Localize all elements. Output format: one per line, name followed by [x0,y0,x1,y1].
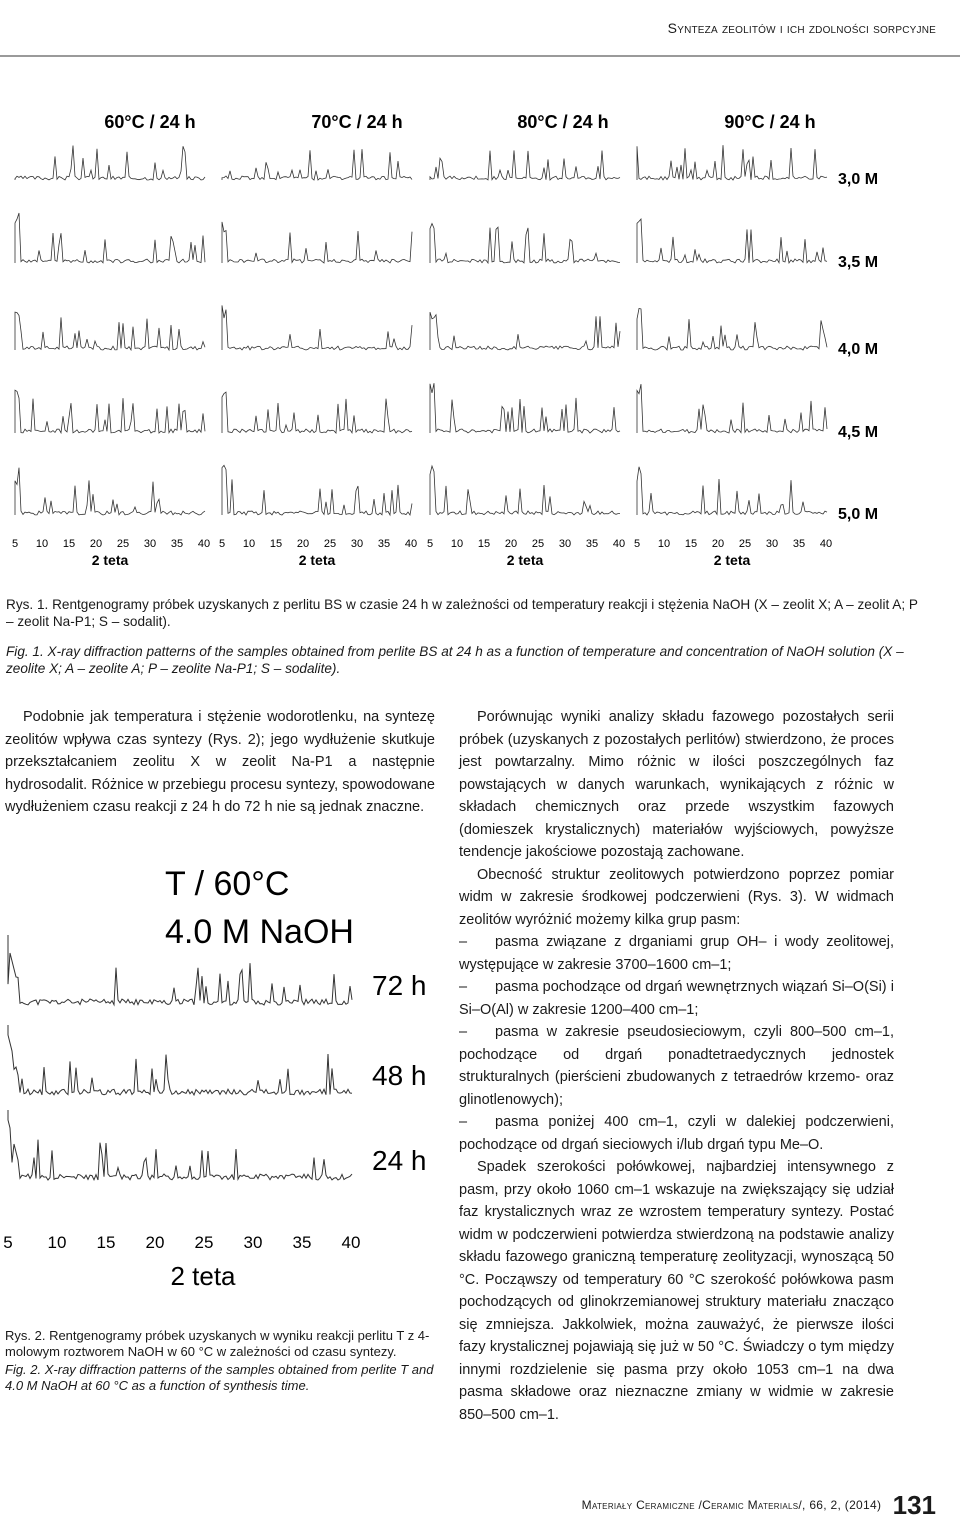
x-tick-label: 5 [218,538,226,550]
x-tick-label: 30 [243,1233,263,1252]
concentration-label: 5,0 M [838,506,879,523]
xrd-trace [430,383,620,433]
x-axis-label: 2 teta [298,552,336,568]
paragraph-time-of-synthesis: Podobnie jak temperatura i stężenie wodorotlenku, na syntezę zeolitów wpływa czas syntezy (Rys. 2); jego wydłużenie skutkuje przekształcaniem zeolitu X w zeolit Na-P1 a następnie hydrosodalit. Różnice w przebiegu procesu syntezy, spowodowane wydłużeniem czasu reakcji z 24 h do 72 h nie są jednak znaczne. [5,709,435,815]
figure-1 [0,100,960,570]
page-number: 131 [892,1490,936,1520]
x-tick-label: 40 [197,538,211,550]
xrd-trace [222,305,412,350]
x-tick-label: 30 [350,538,364,550]
bullet-oh-bands: – pasma związane z drganiami grup OH– i wody zeolitowej, występujące w zakresie 3700–1600 cm–1; [459,934,894,973]
caption-2-polish: Rys. 2. Rentgenogramy próbek uzyskanych w wyniku reakcji perlitu T z 4-molowym roztworem NaOH w 60 °C w zależności od czasu syntezy. [5,1328,430,1359]
x-tick-label: 10 [35,538,49,550]
x-axis-label: 2 teta [91,552,129,568]
x-tick-label: 15 [96,1233,116,1252]
x-tick-label: 10 [242,538,256,550]
x-tick-label: 20 [711,538,725,550]
xrd-trace [637,219,827,263]
caption-1-polish: Rys. 1. Rentgenogramy próbek uzyskanych z perlitu BS w czasie 24 h w zależności od temperatury reakcji i stężenia NaOH (X – zeolit X; A – zeolit A; P – zeolit Na-P1; S – sodalit). [6,597,918,629]
panel-title-80: 80°C / 24 h [517,112,609,132]
left-column-text [5,706,435,819]
x-tick-label: 20 [504,538,518,550]
panel-title-90: 90°C / 24 h [724,112,816,132]
xrd-trace [430,224,620,263]
journal-name: Materiały Ceramiczne /Ceramic Materials/, 66, 2, (2014) [581,1498,882,1512]
xrd-trace [222,465,412,515]
x-tick-label: 25 [531,538,545,550]
xrd-trace [15,390,205,433]
x-tick-label: 35 [292,1233,312,1252]
x-tick-label: 5 [3,1233,13,1252]
page-footer [582,1490,936,1521]
figure-1-xrd-plot [0,100,960,570]
x-tick-label: 35 [792,538,806,550]
x-tick-label: 5 [11,538,19,550]
figure-1-caption [6,596,926,677]
x-tick-label: 10 [47,1233,67,1252]
xrd-trace [15,468,205,515]
xrd-trace [222,392,412,433]
x-tick-label: 40 [612,538,626,550]
xrd-trace [222,222,412,263]
bullet-internal-bands: – pasma pochodzące od drgań wewnętrznych wiązań Si–O(Si) i Si–O(Al) w zakresie 1200–400 cm–1; [459,979,894,1018]
xrd-trace [222,149,412,180]
bullet-far-ir-bands: – pasma poniżej 400 cm–1, czyli w dalekiej podczerwieni, pochodzące od drgań sieciowych i/lub drgań typu Me–O. [459,1114,894,1153]
running-title: Synteza zeolitów i ich zdolności sorpcyjne [667,20,936,36]
x-axis-label: 2 teta [713,552,751,568]
figure-2-title-concentration: 4.0 M NaOH [165,913,354,951]
right-column-text [459,706,894,1426]
xrd-trace [637,384,827,433]
xrd-trace [430,466,620,515]
x-tick-label: 30 [558,538,572,550]
x-axis-label: 2 teta [170,1261,236,1291]
x-tick-label: 20 [145,1233,165,1252]
paragraph-comparison: Porównując wyniki analizy składu fazowego pozostałych serii próbek (uzyskanych z pozostałych perlitów) stwierdzono, że proces jest powtarzalny. Mimo różnic w ilości poszczególnych faz powstających w danych warunkach, wynikających z różnic w składach chemicznych oraz przede wszystkim fazowych (domieszek krystalicznych) materiałów wyjściowych, powyższe tendencje jakościowe pozostają zachowane. [459,709,894,860]
x-tick-label: 20 [296,538,310,550]
x-tick-label: 5 [633,538,641,550]
concentration-label: 4,0 M [838,341,879,358]
x-tick-label: 35 [170,538,184,550]
xrd-trace [15,312,205,350]
x-tick-label: 15 [62,538,76,550]
x-tick-label: 40 [341,1233,361,1252]
concentration-label: 3,0 M [838,171,879,188]
x-tick-label: 25 [116,538,130,550]
x-tick-label: 40 [819,538,833,550]
x-tick-label: 25 [194,1233,214,1252]
xrd-trace [637,145,827,180]
x-tick-label: 35 [585,538,599,550]
x-tick-label: 30 [765,538,779,550]
x-axis-label: 2 teta [506,552,544,568]
figure-1-labels [12,171,878,568]
x-tick-label: 5 [426,538,434,550]
x-tick-label: 40 [404,538,418,550]
synthesis-time-label: 24 h [372,1145,427,1176]
panel-title-60: 60°C / 24 h [104,112,196,132]
figure-2-title-temperature: T / 60°C [165,865,290,903]
x-tick-label: 25 [738,538,752,550]
synthesis-time-label: 48 h [372,1060,427,1091]
paragraph-halfwidth: Spadek szerokości połówkowej, najbardziej intensywnego z pasm, przy około 1060 cm–1 wskazuje na zwiększający się udział faz krystalicznych wraz ze wzrostem temperatury syntezy. Postać widm w podczerwieni potwierdza stwierdzoną na podstawie analizy składu fazowego graniczną temperaturę zeolityzacji, wynoszącą 50 °C. Począwszy od temperatury 60 °C szerokość połówkowa pasm pochodzących od glinokrzemianowej struktury materiału znacząco się zmniejsza. Jakkolwiek, można zauważyć, że pierwsze ilości fazy krystalicznej pojawiają się już w 50 °C. Świadczy o tym między innymi rozdzielenie się pasma przy około 1053 cm–1 na dwa pasma składowe oraz nieznaczne zmiany w widmie w zakresie 850–500 cm–1. [459,1159,894,1423]
concentration-label: 3,5 M [838,254,879,271]
header-rule [0,55,960,57]
x-tick-label: 15 [477,538,491,550]
xrd-trace [430,150,620,180]
figure-2-traces [8,935,352,1180]
x-tick-label: 10 [657,538,671,550]
figure-1-traces [15,145,827,515]
caption-1-english: Fig. 1. X-ray diffraction patterns of the samples obtained from perlite BS at 24 h as a function of temperature and concentration of NaOH solution (X – zeolite X; A – zeolite A; P – zeolite Na-P1; S – sodalite). [6,644,904,676]
synthesis-time-label: 72 h [372,970,427,1001]
figure-2-xrd-plot [0,855,450,1295]
xrd-trace [15,146,205,181]
xrd-trace [8,1025,352,1095]
figure-2 [0,855,450,1295]
xrd-trace [430,312,620,350]
figure-2-labels [3,970,426,1291]
concentration-label: 4,5 M [838,424,879,441]
xrd-trace [15,213,205,263]
paragraph-infrared: Obecność struktur zeolitowych potwierdzono poprzez pomiar widm w zakresie środkowej podczerwieni (Rys. 3). W widmach zeolitów wyróżnić możemy kilka grup pasm: [459,866,894,928]
panel-title-70: 70°C / 24 h [311,112,403,132]
x-tick-label: 15 [684,538,698,550]
xrd-trace [8,1110,352,1180]
bullet-pseudolattice-bands: – pasma w zakresie pseudosieciowym, czyli 800–500 cm–1, pochodzące od drgań ponadtetraedycznych jednostek strukturalnych (pierścieni zbudowanych z tetraedrów krzemo- oraz glinotlenowych); [459,1024,894,1108]
x-tick-label: 10 [450,538,464,550]
x-tick-label: 20 [89,538,103,550]
x-tick-label: 15 [269,538,283,550]
x-tick-label: 25 [323,538,337,550]
x-tick-label: 35 [377,538,391,550]
x-tick-label: 30 [143,538,157,550]
xrd-trace [637,467,827,515]
figure-2-caption [5,1328,435,1396]
caption-2-english: Fig. 2. X-ray diffraction patterns of the samples obtained from perlite T and 4.0 M NaOH at 60 °C as a function of synthesis time. [5,1362,434,1393]
xrd-trace [637,309,827,351]
